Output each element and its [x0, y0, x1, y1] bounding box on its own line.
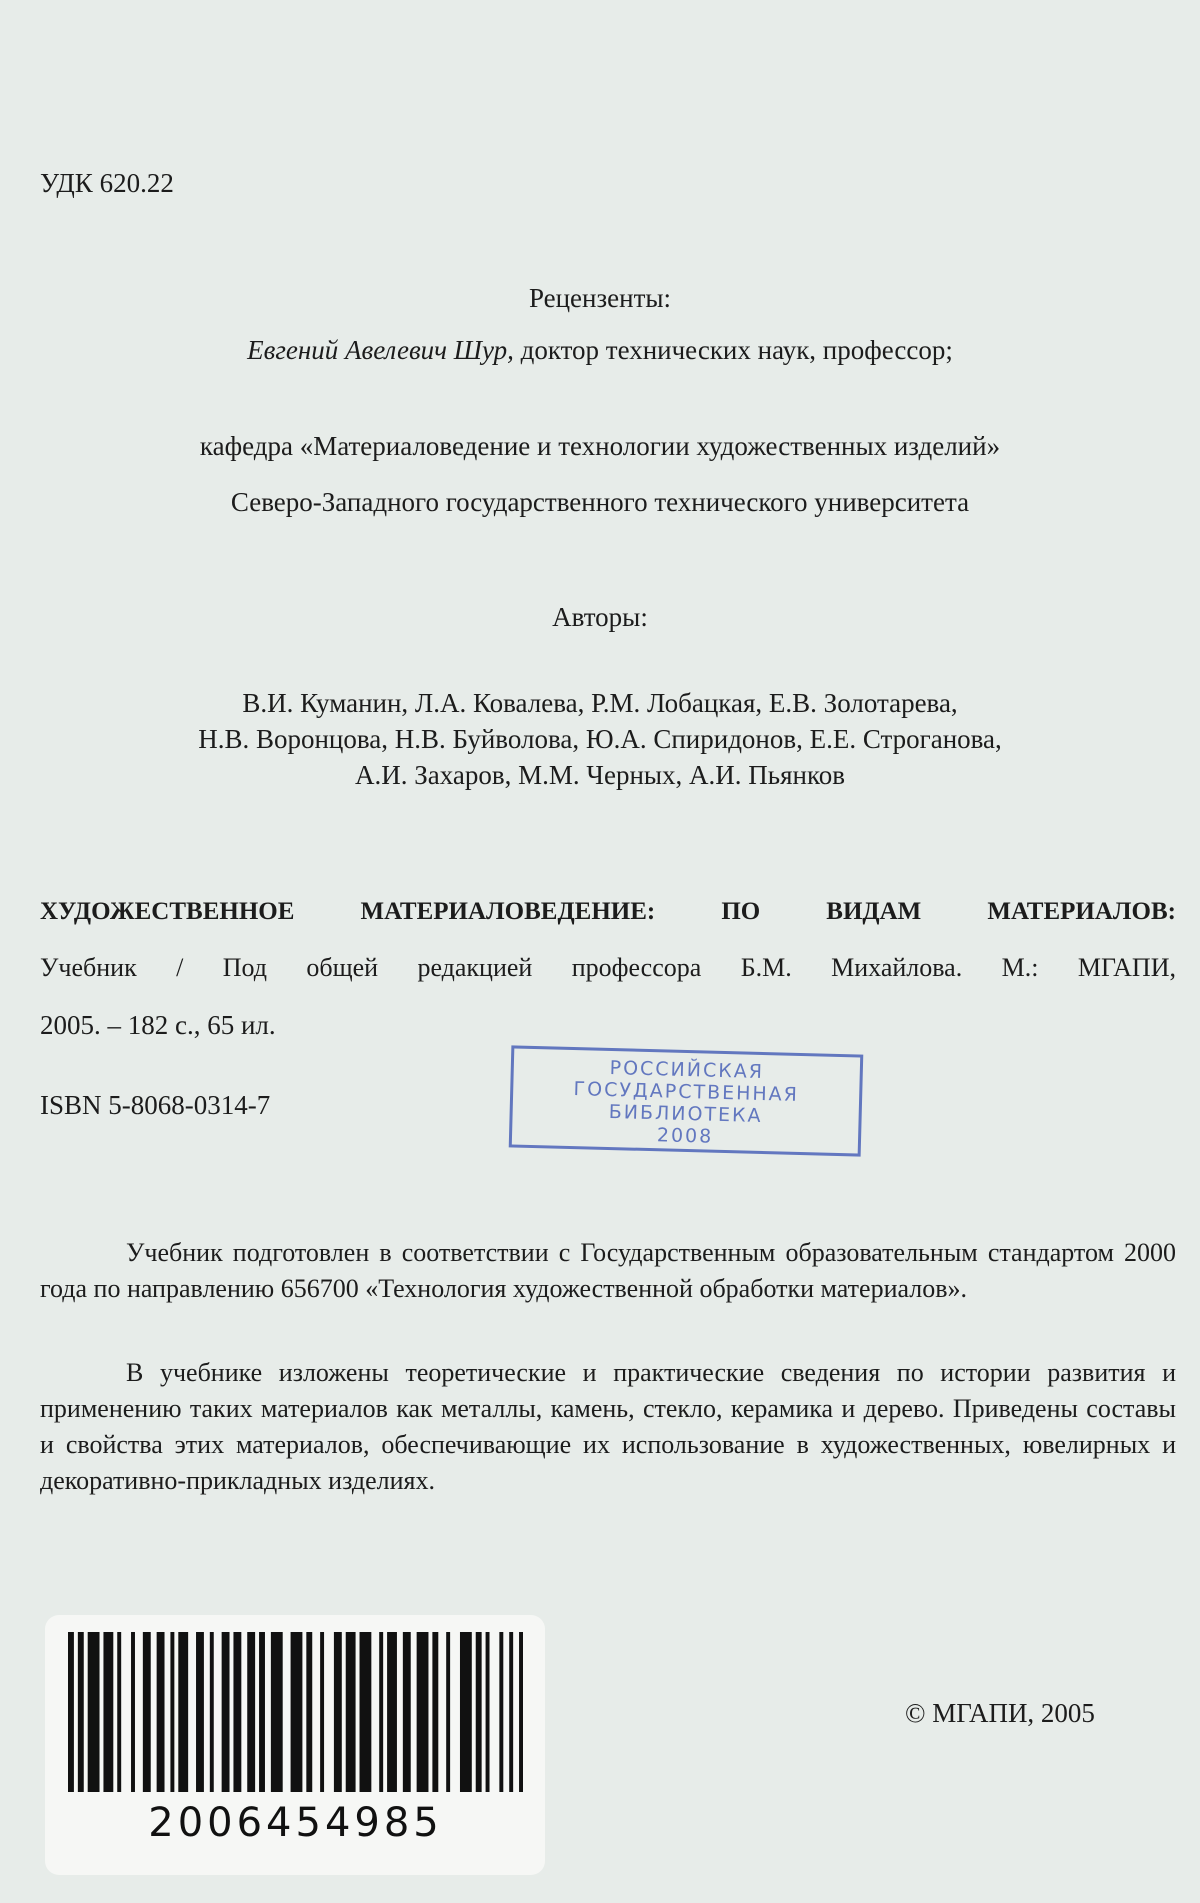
- barcode-bar: [233, 1632, 241, 1792]
- publication-line: Учебник / Под общей редакцией профессора Б.М. Михайлова. М.: МГАПИ,: [40, 953, 1176, 982]
- barcode-bar: [247, 1632, 255, 1792]
- udk-code: УДК 620.22: [40, 168, 174, 198]
- barcode-bar: [403, 1632, 411, 1792]
- barcode-bar: [460, 1632, 472, 1792]
- reviewer-line: [0, 333, 1200, 367]
- barcode-bar: [117, 1632, 121, 1792]
- barcode-number: 2006454985: [148, 1800, 443, 1846]
- reviewer-name: Евгений Авелевич Шур,: [247, 335, 514, 365]
- authors-line-1: В.И. Куманин, Л.А. Ковалева, Р.М. Лобацкая, Е.В. Золотарева,: [242, 688, 958, 718]
- isbn: ISBN 5-8068-0314-7: [40, 1090, 271, 1120]
- barcode-bar: [320, 1632, 324, 1792]
- barcode-bar: [486, 1632, 490, 1792]
- book-title: ХУДОЖЕСТВЕННОЕ МАТЕРИАЛОВЕДЕНИЕ: ПО ВИДАМ МАТЕРИАЛОВ:: [40, 898, 1176, 925]
- department-line-1: кафедра «Материаловедение и технологии художественных изделий»: [199, 431, 1001, 461]
- barcode-bar: [360, 1632, 372, 1792]
- authors-line-3: А.И. Захаров, М.М. Черных, А.И. Пьянков: [355, 760, 845, 790]
- barcode-bar: [509, 1632, 513, 1792]
- barcode-bar: [131, 1632, 135, 1792]
- barcode-bar: [334, 1632, 342, 1792]
- authors-line-2: Н.В. Воронцова, Н.В. Буйволова, Ю.А. Спиридонов, Е.Е. Строганова,: [198, 724, 1002, 754]
- barcode-bar: [210, 1632, 214, 1792]
- barcode-bar: [519, 1632, 523, 1792]
- barcode-bar: [68, 1632, 74, 1792]
- barcode-bar: [178, 1632, 188, 1792]
- barcode-bar: [78, 1632, 84, 1792]
- abstract-paragraph-2: В учебнике изложены теоретические и практические сведения по истории развития и применению таких материалов как металлы, камень, стекло, керамика и дерево. Приведены составы и свойства этих материалов, обеспечивающие их использование в художественных, ювелирных и декоративно-прикладных изделиях.: [40, 1358, 1176, 1495]
- reviewer-title: доктор технических наук, профессор;: [513, 335, 953, 365]
- reviewers-heading: Рецензенты:: [528, 283, 672, 313]
- barcode-bar: [170, 1632, 174, 1792]
- barcode-bar: [88, 1632, 100, 1792]
- barcode-bar: [291, 1632, 303, 1792]
- authors-heading: Авторы:: [552, 602, 648, 632]
- copyright: © МГАПИ, 2005: [905, 1698, 1095, 1728]
- stamp-line-4: 2008: [656, 1124, 714, 1148]
- barcode-bar: [306, 1632, 312, 1792]
- barcode-bar: [157, 1632, 165, 1792]
- stamp-line-2: ГОСУДАРСТВЕННАЯ: [573, 1078, 800, 1106]
- library-stamp: [509, 1045, 864, 1156]
- stamp-line-3: БИБЛИОТЕКА: [608, 1100, 763, 1128]
- barcode-bar: [499, 1632, 503, 1792]
- barcode-bar: [222, 1632, 230, 1792]
- barcode-bar: [143, 1632, 151, 1792]
- barcode-bar: [476, 1632, 482, 1792]
- barcode-bar: [387, 1632, 397, 1792]
- barcode-bar: [271, 1632, 283, 1792]
- barcode: [68, 1632, 523, 1792]
- abstract-paragraph-1: Учебник подготовлен в соответствии с Государственным образовательным стандартом 2000 года по направлению 656700 «Технология художественной обработки материалов».: [40, 1238, 1176, 1303]
- barcode-bar: [103, 1632, 113, 1792]
- department-line-2: Северо-Западного государственного технического университета: [230, 487, 970, 517]
- barcode-bar: [379, 1632, 383, 1792]
- barcode-bar: [196, 1632, 204, 1792]
- barcode-bar: [346, 1632, 356, 1792]
- barcode-bar: [259, 1632, 265, 1792]
- publication-details: 2005. – 182 с., 65 ил.: [40, 1010, 276, 1040]
- barcode-bar: [417, 1632, 429, 1792]
- barcode-bar: [446, 1632, 450, 1792]
- barcode-bar: [432, 1632, 438, 1792]
- stamp-line-1: РОССИЙСКАЯ: [609, 1056, 765, 1084]
